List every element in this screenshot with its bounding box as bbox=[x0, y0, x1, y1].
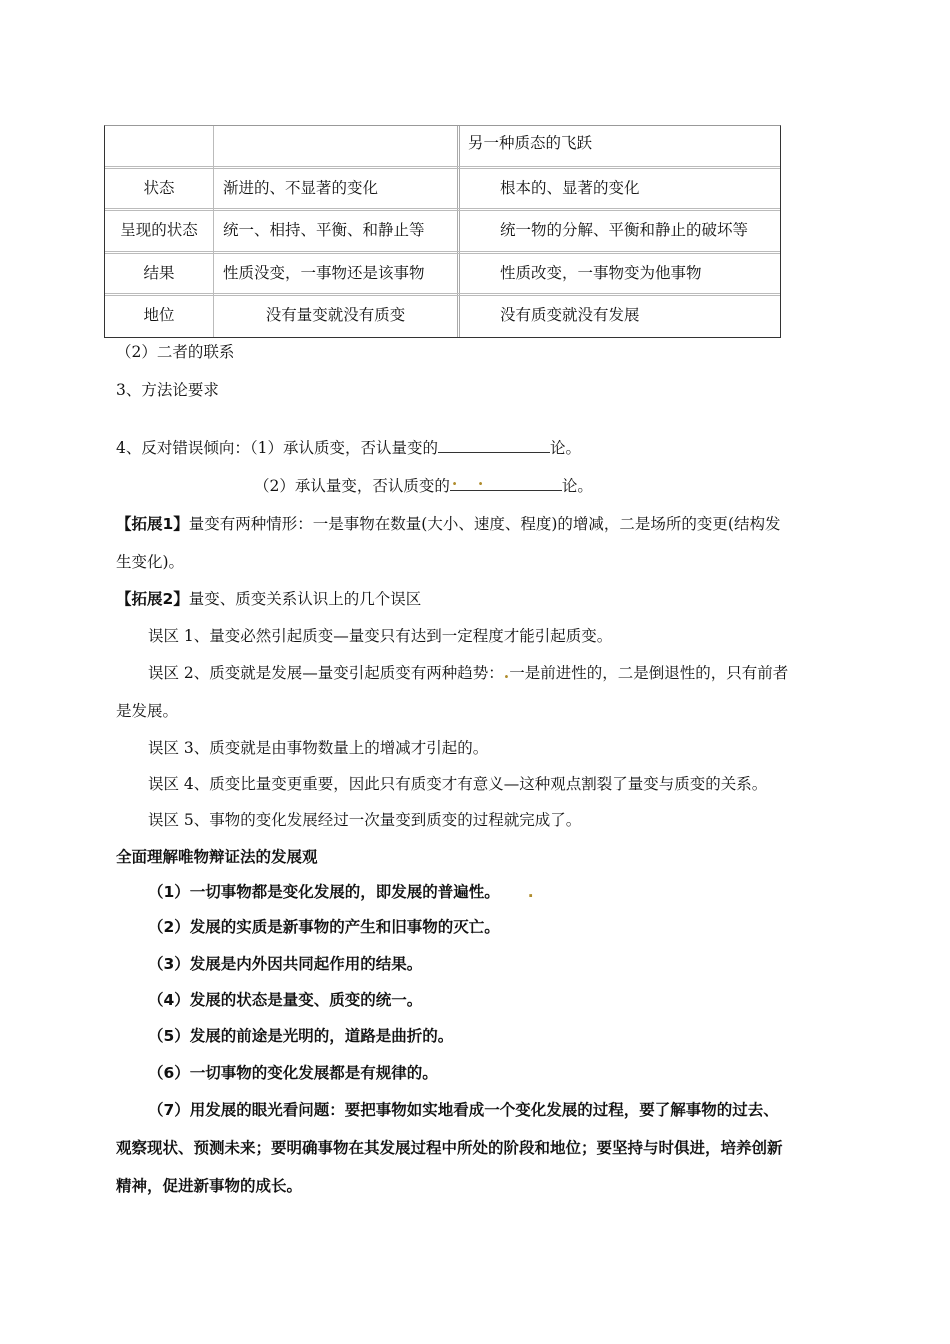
extension-1-tag: 【拓展1】 bbox=[116, 515, 189, 533]
misconception-2-text-b: 一是前进性的，二是倒退性的，只有前者 bbox=[509, 664, 789, 682]
extension-2-heading bbox=[116, 587, 421, 609]
section-link: （2）二者的联系 bbox=[116, 343, 235, 361]
emphasis-dot: . bbox=[527, 883, 534, 901]
oppose-suffix-2: 论。 bbox=[561, 477, 593, 495]
table-cell: 呈现的状态 bbox=[120, 221, 198, 239]
extension-2-title: 量变、质变关系认识上的几个误区 bbox=[188, 590, 422, 608]
misconception-5: 误区 5、事物的变化发展经过一次量变到质变的过程就完成了。 bbox=[148, 811, 582, 829]
extension-1-line-1 bbox=[116, 512, 780, 534]
comparison-table bbox=[104, 125, 781, 338]
development-point-7-line-1: （7）用发展的眼光看问题：要把事物如实地看成一个变化发展的过程，要了解事物的过去、 bbox=[148, 1101, 779, 1119]
development-point-7-line-3: 精神，促进新事物的成长。 bbox=[116, 1177, 303, 1195]
table-cell: 性质改变，一事物变为他事物 bbox=[500, 264, 702, 282]
table-cell bbox=[105, 126, 213, 168]
emphasis-dot: . bbox=[503, 663, 510, 682]
misconception-2 bbox=[148, 661, 788, 683]
development-point-1-text: （1）一切事物都是变化发展的，即发展的普遍性。 bbox=[148, 883, 500, 901]
table-cell: 状态 bbox=[143, 179, 175, 197]
misconception-2-text-a: 误区 2、质变就是发展—量变引起质变有两种趋势： bbox=[148, 664, 504, 682]
table-row bbox=[105, 209, 780, 251]
table-cell: 渐进的、不显著的变化 bbox=[223, 179, 379, 197]
development-point-7-line-2: 观察现状、预测未来；要明确事物在其发展过程中所处的阶段和地位；要坚持与时俱进，培养创新 bbox=[116, 1139, 783, 1157]
fill-in-blank bbox=[450, 470, 562, 491]
table-cell: 根本的、显著的变化 bbox=[500, 179, 640, 197]
section-method: 3、方法论要求 bbox=[116, 381, 219, 399]
table-cell: 没有质变就没有发展 bbox=[500, 306, 640, 324]
emphasis-dot: . bbox=[451, 470, 458, 489]
oppose-text-2: （2）承认量变，否认质变的 bbox=[254, 477, 450, 495]
development-title: 全面理解唯物辩证法的发展观 bbox=[116, 848, 318, 866]
table-row bbox=[105, 252, 780, 294]
table-cell: 没有量变就没有质变 bbox=[265, 306, 406, 324]
misconception-4: 误区 4、质变比量变更重要，因此只有质变才有意义—这种观点割裂了量变与质变的关系。 bbox=[148, 775, 768, 793]
misconception-2-continued: 是发展。 bbox=[116, 702, 179, 720]
table-row bbox=[105, 167, 780, 209]
fill-in-blank bbox=[438, 438, 550, 453]
oppose-suffix-1: 论。 bbox=[549, 439, 581, 457]
misconception-1: 误区 1、量变必然引起质变—量变只有达到一定程度才能引起质变。 bbox=[148, 627, 613, 645]
extension-2-tag: 【拓展2】 bbox=[116, 590, 189, 608]
development-point-1 bbox=[148, 880, 534, 902]
oppose-line-1 bbox=[116, 436, 581, 458]
development-point-3: （3）发展是内外因共同起作用的结果。 bbox=[148, 955, 423, 973]
emphasis-dot: . bbox=[477, 470, 484, 489]
misconception-3: 误区 3、质变就是由事物数量上的增减才引起的。 bbox=[148, 739, 489, 757]
table-cell: 统一、相持、平衡、和静止等 bbox=[223, 221, 425, 239]
oppose-text-1: 4、反对错误倾向：（1）承认质变，否认量变的 bbox=[116, 439, 438, 457]
table-cell: 统一物的分解、平衡和静止的破坏等 bbox=[500, 221, 749, 239]
development-point-5: （5）发展的前途是光明的，道路是曲折的。 bbox=[148, 1027, 454, 1045]
extension-1-text: 量变有两种情形：一是事物在数量(大小、速度、程度)的增减，二是场所的变更(结构发 bbox=[188, 515, 781, 533]
development-point-2: （2）发展的实质是新事物的产生和旧事物的灭亡。 bbox=[148, 918, 500, 936]
extension-1-line-2: 生变化)。 bbox=[116, 553, 185, 571]
table-cell bbox=[213, 126, 458, 168]
table-row bbox=[105, 294, 780, 336]
oppose-line-2 bbox=[254, 470, 593, 496]
table-cell: 结果 bbox=[143, 264, 175, 282]
table-row bbox=[105, 126, 780, 168]
table-cell: 性质没变，一事物还是该事物 bbox=[223, 264, 425, 282]
development-point-4: （4）发展的状态是量变、质变的统一。 bbox=[148, 991, 423, 1009]
table-cell: 地位 bbox=[143, 306, 175, 324]
table-cell: 另一种质态的飞跃 bbox=[468, 134, 593, 152]
development-point-6: （6）一切事物的变化发展都是有规律的。 bbox=[148, 1064, 438, 1082]
